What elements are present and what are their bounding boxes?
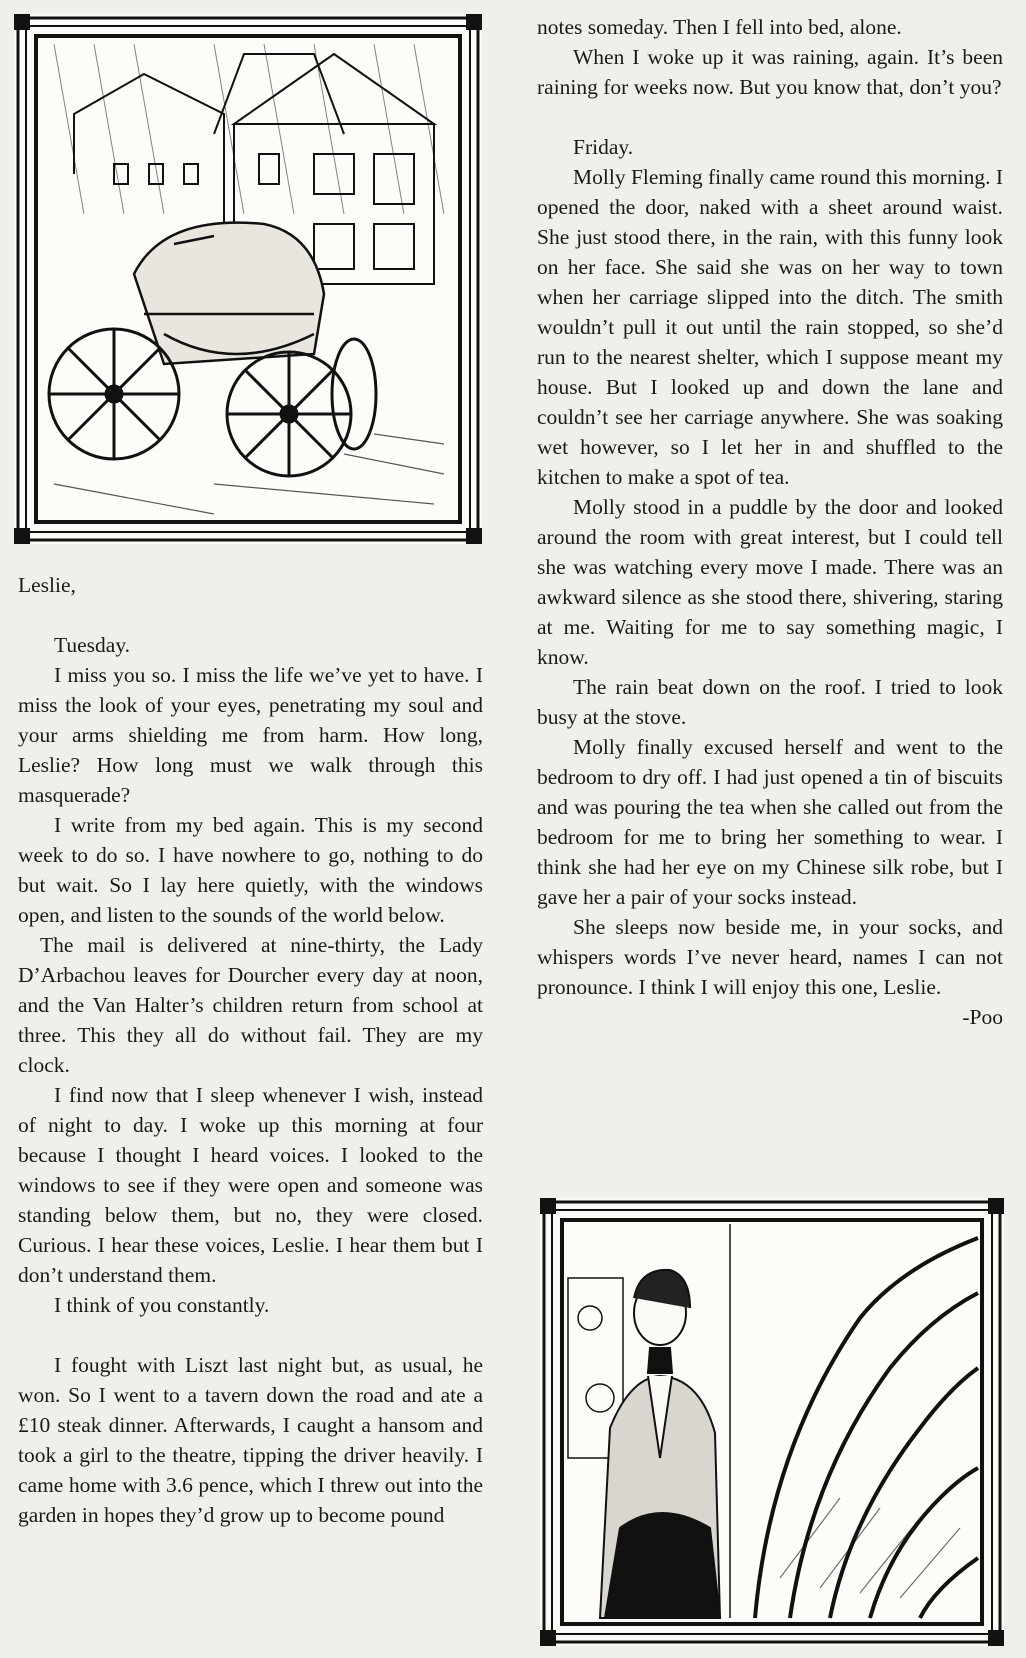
letter-left-column (18, 570, 483, 1530)
signature: -Poo (962, 1005, 1003, 1029)
salutation: Leslie, (18, 573, 76, 597)
paragraph: The mail is delivered at nine-thirty, the Lady D’Arbachou leaves for Dourcher every day at noon, and the Van Halter’s children return from school at three. This they all do without fail. They are my clock. (18, 933, 483, 1077)
date-friday: Friday. (573, 135, 634, 159)
paragraph: I miss you so. I miss the life we’ve yet to have. I miss the look of your eyes, penetrating my soul and your arms shielding me from harm. How long, Leslie? How long must we walk through this masquerade? (18, 663, 483, 807)
paragraph: I write from my bed again. This is my second week to do so. I have nowhere to go, nothing to do but wait. So I lay here quietly, with the windows open, and listen to the sounds of the world below. (18, 813, 483, 927)
date-tuesday: Tuesday. (54, 633, 131, 657)
paragraph: Molly Fleming finally came round this morning. I opened the door, naked with a sheet around waist. She just stood there, in the rain, with this funny look on her face. She said she was on her way to town when her carriage slipped into the ditch. The smith wouldn’t pull it out until the rain stopped, so she’d run to the nearest shelter, which I suppose meant my house. But I looked up and down the lane and couldn’t see her carriage anywhere. She was soaking wet however, so I let her in and shuffled to the kitchen to make a spot of tea. (537, 165, 1003, 489)
paragraph: She sleeps now beside me, in your socks, and whispers words I’ve never heard, names I can not pronounce. I think I will enjoy this one, Leslie. (537, 915, 1003, 999)
paragraph: I find now that I sleep whenever I wish, instead of night to day. I woke up this morning at four because I thought I heard voices. I looked to the windows to see if they were open and someone was standing below them, but no, they were closed. Curious. I hear these voices, Leslie. I hear them but I don’t understand them. (18, 1083, 483, 1287)
letter-right-column (537, 12, 1003, 1032)
paragraph: I think of you constantly. (54, 1293, 270, 1317)
paragraph-continuation: notes someday. Then I fell into bed, alone. (537, 15, 902, 39)
paragraph: I fought with Liszt last night but, as usual, he won. So I went to a tavern down the road and ate a £10 steak dinner. Afterwards, I caught a hansom and took a girl to the theatre, tipping the driver heavily. I came home with 3.6 pence, which I threw out into the garden in hopes they’d grow up to become pound (18, 1353, 483, 1527)
paragraph: The rain beat down on the roof. I tried to look busy at the stove. (537, 675, 1003, 729)
carriage-illustration (14, 14, 482, 544)
paragraph: When I woke up it was raining, again. It’s been raining for weeks now. But you know that, don’t you? (537, 45, 1003, 99)
woman-illustration (540, 1198, 1004, 1646)
paragraph: Molly finally excused herself and went to the bedroom to dry off. I had just opened a tin of biscuits and was pouring the tea when she called out from the bedroom for me to bring her something to wear. I think she had her eye on my Chinese silk robe, but I gave her a pair of your socks instead. (537, 735, 1003, 909)
paragraph: Molly stood in a puddle by the door and looked around the room with great interest, but I could tell she was watching every move I made. There was an awkward silence as she stood there, shivering, staring at me. Waiting for me to say something magic, I know. (537, 495, 1003, 669)
